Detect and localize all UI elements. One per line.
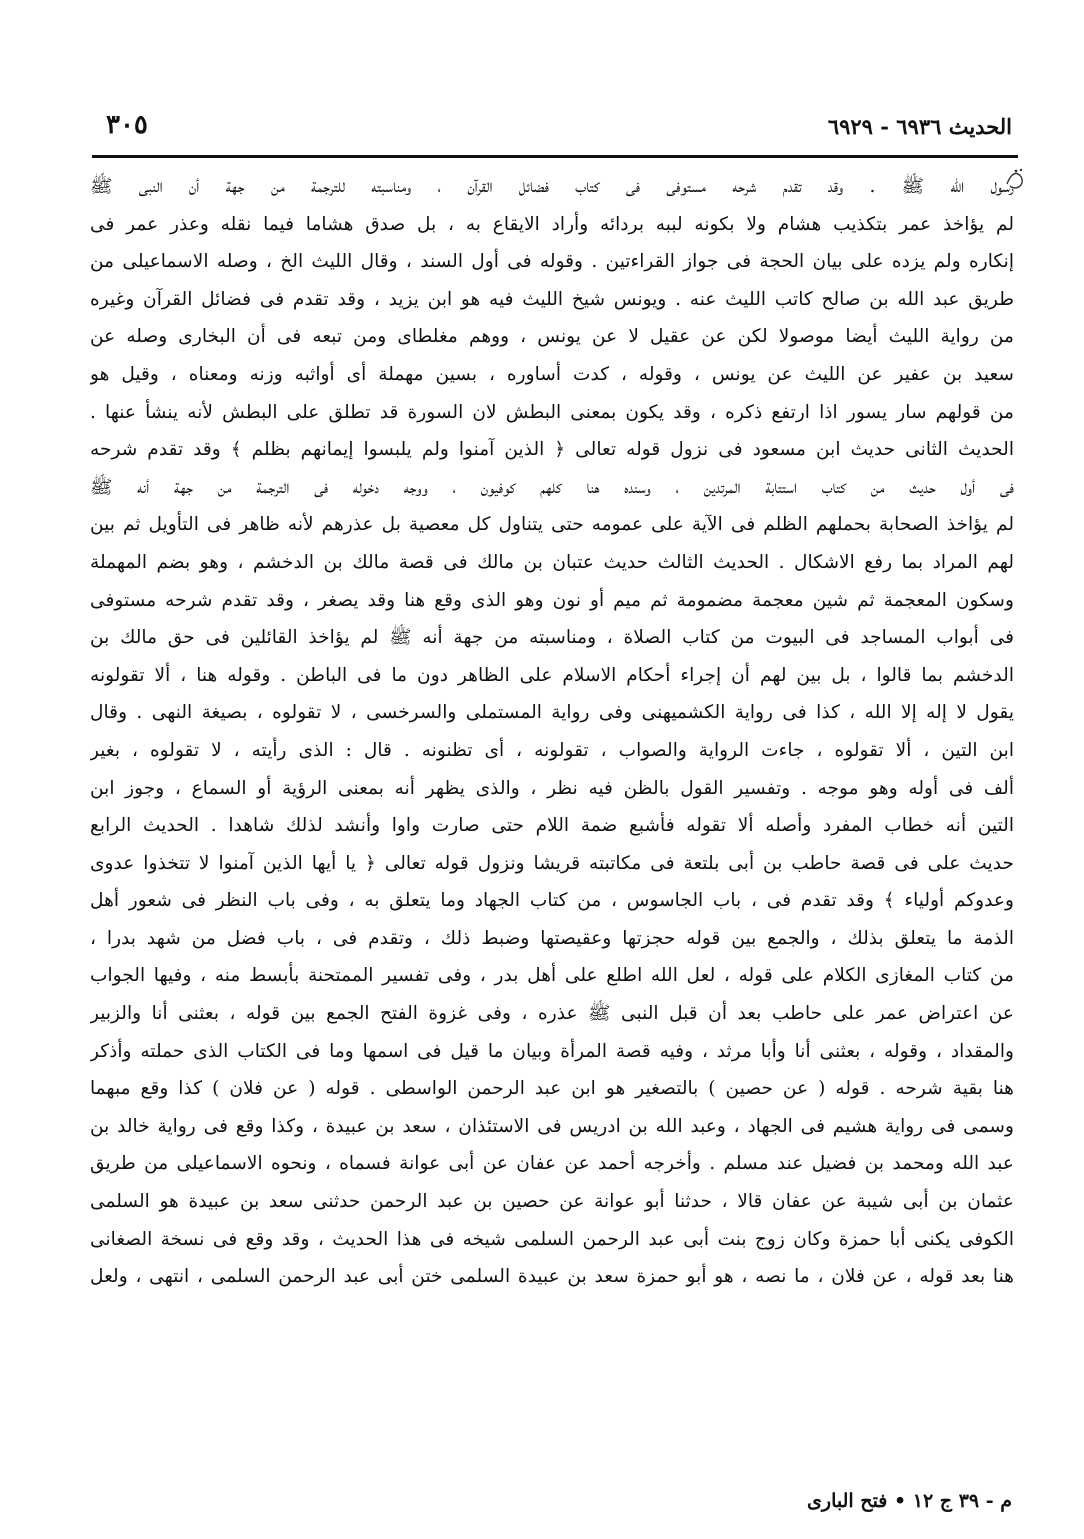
text-line: هنا بعد قوله ، عن فلان ، ما نصه ، هو أبو حمزة سعد بن عبيدة السلمى ختن أبى عبد الرحمن السلمى ، انتهى ، ولعل	[90, 1266, 1014, 1288]
text-line: رسول الله ﷺ . وقد تقدم شرحه مستوفى فى كتاب فضائل القرآن ، ومناسبته للترجمة من جهة أن النبى ﷺ	[90, 176, 1014, 197]
text-line: من كتاب المغازى الكلام على قوله ، لعل الله اطلع على أهل بدر ، وفى تفسير الممتحنة بأبسط منه ، وفيها الجواب	[90, 965, 1014, 987]
main-text	[90, 168, 1014, 1296]
text-line: يقول لا إله إلا الله ، كذا فى رواية الكشميهنى وفى رواية المستملى والسرخسى ، لا تقولوه ، بصيغة النهى . وقال	[90, 702, 1014, 724]
text-line: الحديث الثانى حديث ابن مسعود فى نزول قوله تعالى ﴿ الذين آمنوا ولم يلبسوا إيمانهم بظلم ﴾ وقد تقدم شرحه	[90, 439, 1014, 461]
text-line: ابن التين ، ألا تقولوه ، جاءت الرواية والصواب ، تقولونه ، أى تظنونه . قال : الذى رأيته ، لا تقولوه ، بغير	[90, 739, 1014, 761]
text-line: الكوفى يكنى أبا حمزة وكان زوج بنت أبى عبد الرحمن السلمى شيخه فى هذا الحديث ، وقد وقع فى نسخة الصغانى	[90, 1228, 1014, 1250]
page-number: ٣٠٥	[106, 110, 148, 140]
text-line: هنا بقية شرحه . قوله ( عن حصين ) بالتصغير هو ابن عبد الرحمن الواسطى . قوله ( عن فلان ) كذا وقع مبهما	[90, 1078, 1014, 1100]
text-line: من رواية الليث أيضا موصولا لكن عن عقيل لا عن يونس ، ووهم مغلطاى ومن تبعه فى أن البخارى وصله عن	[90, 326, 1014, 348]
text-line: التين أنه خطاب المفرد وأصله ألا تقوله فأشبع ضمة اللام حتى صارت واوا وأنشد لذلك شاهدا . الحديث الرابع	[90, 815, 1014, 837]
text-line: ألف فى أوله وهو موجه . وتفسير القول بالظن فيه نظر ، والذى يظهر أنه بمعنى الرؤية أو السماع ، وجوز ابن	[90, 777, 1014, 799]
text-line: فى أول حديث من كتاب استتابة المرتدين ، وسنده هنا كلهم كوفيون ، ووجه دخوله فى الترجمة من جهة أنه ﷺ	[90, 476, 1014, 498]
text-line: وسكون المعجمة ثم شين معجمة مضمومة ثم ميم أو نون وهو الذى وقع هنا وقد يصغر ، وقد تقدم شرحه مستوفى	[90, 589, 1014, 611]
text-line: والمقداد ، وقوله ، بعثنى أنا وأبا مرثد ، وفيه قصة المرأة وبيان ما قيل فى اسمها وما فى الكتاب الذى حملته وأذكر	[90, 1040, 1014, 1062]
text-line: سعيد بن عفير عن الليث عن يونس ، وقوله ، كدت أساوره ، بسين مهملة أى أواثبه وزنه ومعناه ، وقيل هو	[90, 363, 1014, 385]
text-line: طريق عبد الله بن صالح كاتب الليث عنه . ويونس شيخ الليث فيه هو ابن يزيد ، وقد تقدم فى فضائل القرآن وغيره	[90, 288, 1014, 310]
text-line: وعدوكم أولياء ﴾ وقد تقدم فى ، باب الجاسوس ، من كتاب الجهاد وما يتعلق به ، وفى باب النظر فى شعور أهل	[90, 890, 1014, 912]
text-line: وسمى فى رواية هشيم فى الجهاد ، وعبد الله بن ادريس فى الاستئذان ، سعد بن عبيدة ، وكذا وقع فى رواية خالد بن	[90, 1115, 1014, 1137]
header-rule	[92, 155, 1018, 158]
text-line: حديث على فى قصة حاطب بن أبى بلتعة فى مكاتبته قريشا ونزول قوله تعالى ﴿ يا أيها الذين آمنوا لا تتخذوا عدوى	[90, 852, 1014, 874]
text-line: عن اعتراض عمر على حاطب بعد أن قبل النبى ﷺ عذره ، وفى غزوة الفتح الجمع بين قوله ، بعثنى أنا والزبير	[90, 1003, 1014, 1025]
text-line: من قولهم سار يسور اذا ارتفع ذكره ، وقد يكون بمعنى البطش لان السورة قد تطلق على البطش لأنه ينشأ عنها .	[90, 401, 1014, 423]
text-line: لهم المراد بما رفع الاشكال . الحديث الثالث حديث عتبان بن مالك فى قصة مالك بن الدخشم ، وهو بضم المهملة	[90, 551, 1014, 573]
text-line: الدخشم بما قالوا ، بل بين لهم أن إجراء أحكام الاسلام على الظاهر دون ما فى الباطن . وقوله هنا ، ألا تقولونه	[90, 664, 1014, 686]
text-line: إنكاره ولم يزده على بيان الحجة فى جواز القراءتين . وقوله فى أول السند ، وقال الليث الخ ، وصله الاسماعيلى من	[90, 251, 1014, 273]
text-line: عثمان بن أبى شيبة عن عفان قالا ، حدثنا أبو عوانة عن حصين بن عبد الرحمن حدثنى سعد بن عبيدة هو السلمى	[90, 1191, 1014, 1213]
signature-mark: م - ٣٩ ج ١٢ • فتح البارى	[807, 1490, 1012, 1512]
text-line: فى أبواب المساجد فى البيوت من كتاب الصلاة ، ومناسبته من جهة أنه ﷺ لم يؤاخذ القائلين فى حق مالك بن	[90, 627, 1014, 649]
text-line: لم يؤاخذ عمر بتكذيب هشام ولا بكونه لببه بردائه وأراد الايقاع به ، بل صدق هشاما فيما نقله وعذر عمر فى	[90, 213, 1014, 235]
text-line: الذمة ما يتعلق بذلك ، والجمع بين قوله حجزتها وعقيصتها وضبط ذلك ، وتقدم فى ، باب فضل من شهد بدرا ،	[90, 927, 1014, 949]
running-title: الحديث ٦٩٣٦ - ٦٩٢٩	[827, 114, 1012, 139]
page-header	[92, 108, 1012, 152]
text-line: لم يؤاخذ الصحابة بحملهم الظلم فى الآية على عمومه حتى يتناول كل معصية بل عذرهم لأنه ظاهر فى التأويل ثم بين	[90, 514, 1014, 536]
text-line: عبد الله ومحمد بن فضيل عند مسلم . وأخرجه أحمد عن عفان عن أبى عوانة فسماه ، ونحوه الاسماعيلى من طريق	[90, 1153, 1014, 1175]
